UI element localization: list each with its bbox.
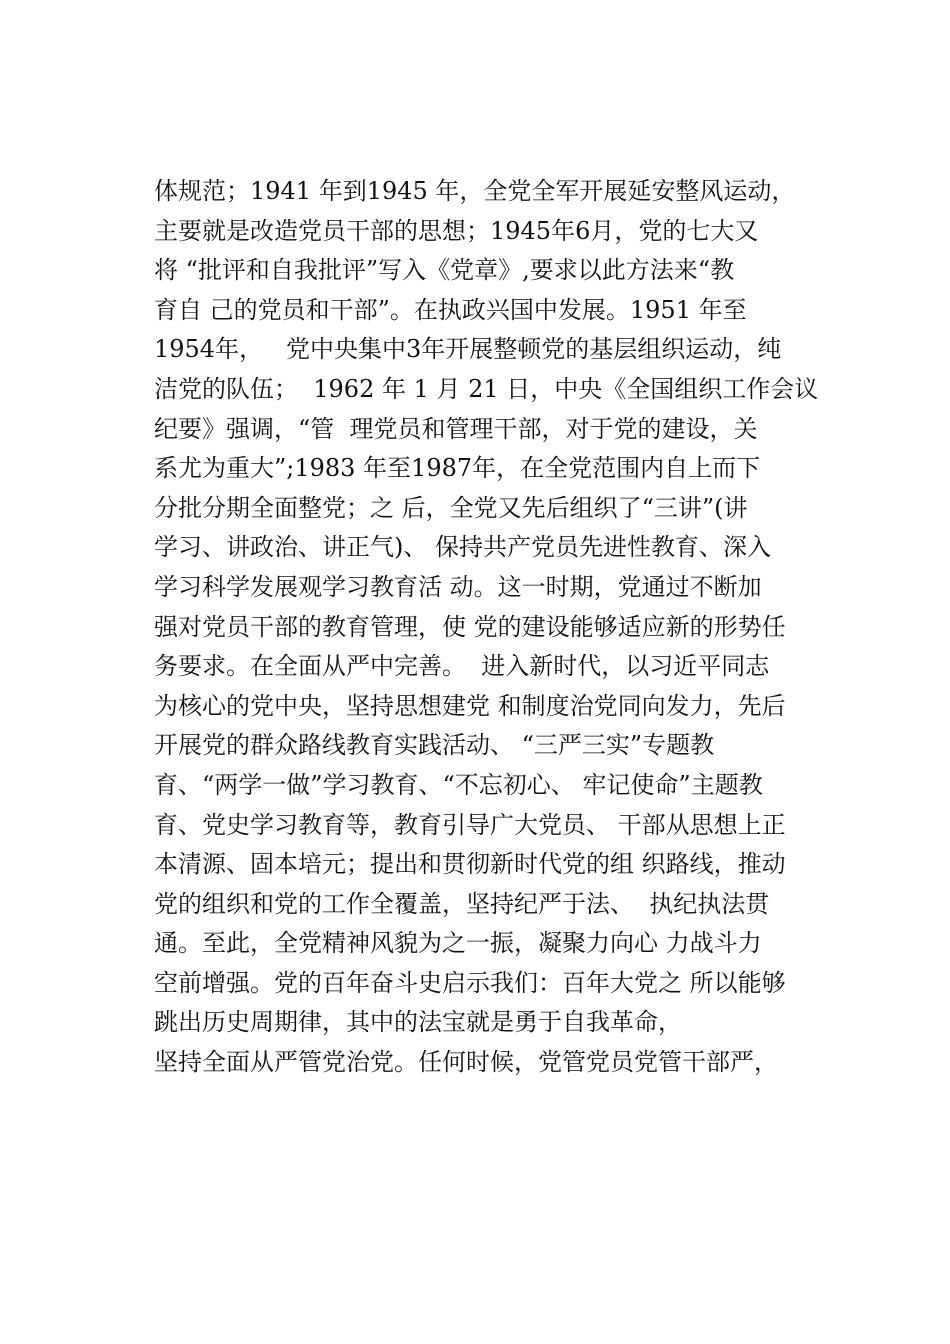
text-line: 1954年， 党中央集中3年开展整顿党的基层组织运动，纯 — [154, 335, 782, 364]
text-line: 跳出历史周期律，其中的法宝就是勇于自我革命， — [154, 1008, 682, 1037]
text-line: 体规范；1941 年到1945 年，全党全军开展延安整风运动， — [154, 177, 796, 205]
text-line: 通。至此，全党精神风貌为之一振，凝聚力向心 力战斗力 — [154, 929, 762, 958]
text-line: 分批分期全面整党；之 后，全党又先后组织了“三讲”(讲 — [154, 493, 748, 522]
text-line: 纪要》强调，“管 理党员和管理干部，对于党的建设，关 — [154, 414, 758, 443]
text-line: 育自 己的党员和干部”。在执政兴国中发展。1951 年至 — [154, 295, 747, 324]
body-text — [154, 172, 844, 1083]
text-line: 主要就是改造党员干部的思想；1945年6月，党的七大又 — [154, 216, 759, 245]
text-line: 学习、讲政治、讲正气)、 保持共产党员先进性教育、深入 — [154, 533, 771, 562]
text-line: 开展党的群众路线教育实践活动、 “三严三实”专题教 — [154, 731, 715, 760]
text-line: 将 “批评和自我批评”写入《党章》,要求以此方法来“教 — [154, 256, 735, 285]
text-line: 坚持全面从严管党治党。任何时候，党管党员党管干部严， — [154, 1048, 778, 1077]
text-line: 育、党史学习教育等，教育引导广大党员、 干部从思想上正 — [154, 810, 786, 839]
text-line: 空前增强。党的百年奋斗史启示我们：百年大党之 所以能够 — [154, 968, 786, 997]
text-line: 学习科学发展观学习教育活 动。这一时期，党通过不断加 — [154, 572, 762, 601]
text-line: 育、“两学一做”学习教育、“不忘初心、 牢记使命”主题教 — [154, 770, 763, 799]
text-line: 务要求。在全面从严中完善。 进入新时代，以习近平同志 — [154, 652, 770, 681]
text-line: 强对党员干部的教育管理，使 党的建设能够适应新的形势任 — [154, 612, 786, 641]
text-line: 本清源、固本培元；提出和贯彻新时代党的组 织路线，推动 — [154, 850, 786, 879]
text-line: 洁党的队伍； 1962 年 1 月 21 日，中央《全国组织工作会议 — [154, 374, 819, 403]
text-line: 党的组织和党的工作全覆盖，坚持纪严于法、 执纪执法贯 — [154, 889, 770, 918]
text-line: 为核心的党中央，坚持思想建党 和制度治党同向发力，先后 — [154, 691, 786, 720]
text-line: 系尤为重大”;1983 年至1987年，在全党范围内自上而下 — [154, 454, 761, 483]
